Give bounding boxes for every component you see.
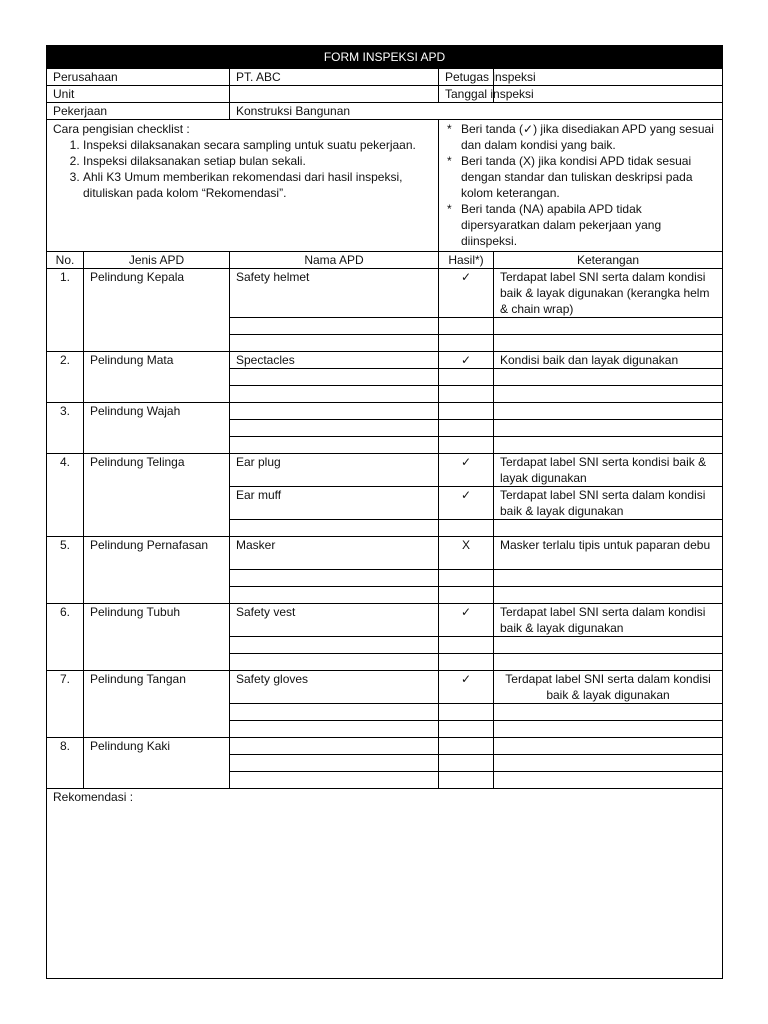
item-jenis: Pelindung Kepala — [84, 269, 230, 352]
form-title: FORM INSPEKSI APD — [47, 46, 723, 69]
empty-cell[interactable] — [439, 637, 494, 654]
col-no: No. — [47, 252, 84, 269]
empty-cell[interactable] — [494, 755, 723, 772]
item-nama[interactable]: Safety helmet — [230, 269, 439, 318]
empty-cell[interactable] — [494, 403, 723, 420]
col-keterangan: Keterangan — [494, 252, 723, 269]
empty-cell[interactable] — [439, 704, 494, 721]
empty-cell[interactable] — [494, 420, 723, 437]
empty-cell[interactable] — [439, 386, 494, 403]
table-row — [47, 454, 723, 487]
item-no: 7. — [47, 671, 84, 738]
item-keterangan[interactable]: Terdapat label SNI serta kondisi baik & layak digunakan — [494, 454, 723, 487]
item-keterangan[interactable]: Terdapat label SNI serta dalam kondisi baik & layak digunakan — [494, 487, 723, 520]
empty-cell[interactable] — [494, 570, 723, 587]
empty-cell[interactable] — [494, 587, 723, 604]
empty-cell[interactable] — [439, 587, 494, 604]
empty-cell[interactable] — [494, 318, 723, 335]
empty-cell[interactable] — [494, 654, 723, 671]
col-nama: Nama APD — [230, 252, 439, 269]
notes-list — [445, 121, 716, 249]
empty-cell[interactable] — [494, 520, 723, 537]
instruction-note: * Beri tanda (NA) apabila APD tidak dipersyaratkan dalam pekerjaan yang diinspeksi. — [461, 201, 716, 249]
empty-cell[interactable] — [439, 738, 494, 755]
item-nama[interactable]: Safety vest — [230, 604, 439, 637]
item-jenis: Pelindung Tubuh — [84, 604, 230, 671]
company-value[interactable]: PT. ABC — [230, 69, 439, 86]
instructions-steps — [47, 120, 439, 252]
item-no: 5. — [47, 537, 84, 604]
recommendation-field[interactable] — [47, 789, 723, 979]
item-no: 3. — [47, 403, 84, 454]
item-no: 4. — [47, 454, 84, 537]
job-value[interactable]: Konstruksi Bangunan — [230, 103, 723, 120]
instruction-note: * Beri tanda (✓) jika disediakan APD yang sesuai dan dalam kondisi yang baik. — [461, 121, 716, 153]
item-jenis: Pelindung Telinga — [84, 454, 230, 537]
item-keterangan[interactable]: Kondisi baik dan layak digunakan — [494, 352, 723, 369]
unit-label: Unit — [47, 86, 230, 103]
empty-cell[interactable] — [230, 587, 439, 604]
item-no: 8. — [47, 738, 84, 789]
empty-cell[interactable] — [230, 704, 439, 721]
item-jenis: Pelindung Kaki — [84, 738, 230, 789]
company-label: Perusahaan — [47, 69, 230, 86]
table-row — [47, 537, 723, 570]
table-row — [47, 738, 723, 755]
empty-cell[interactable] — [230, 403, 439, 420]
item-hasil[interactable]: ✓ — [439, 671, 494, 704]
item-hasil[interactable]: ✓ — [439, 604, 494, 637]
empty-cell[interactable] — [230, 721, 439, 738]
item-hasil[interactable]: ✓ — [439, 269, 494, 318]
table-row — [47, 604, 723, 637]
item-hasil[interactable]: ✓ — [439, 352, 494, 369]
empty-cell[interactable] — [439, 403, 494, 420]
job-label: Pekerjaan — [47, 103, 230, 120]
empty-cell[interactable] — [439, 520, 494, 537]
empty-cell[interactable] — [230, 318, 439, 335]
item-nama[interactable]: Spectacles — [230, 352, 439, 369]
empty-cell[interactable] — [439, 654, 494, 671]
empty-cell[interactable] — [230, 386, 439, 403]
empty-cell[interactable] — [230, 738, 439, 755]
table-row — [47, 352, 723, 369]
item-nama[interactable]: Ear plug — [230, 454, 439, 487]
item-no: 1. — [47, 269, 84, 352]
empty-cell[interactable] — [439, 420, 494, 437]
item-no: 2. — [47, 352, 84, 403]
empty-cell[interactable] — [439, 755, 494, 772]
date-label: Tanggal inspeksi — [439, 86, 494, 103]
item-nama[interactable]: Ear muff — [230, 487, 439, 520]
col-jenis: Jenis APD — [84, 252, 230, 269]
empty-cell[interactable] — [494, 369, 723, 386]
item-nama[interactable]: Masker — [230, 537, 439, 570]
table-row — [47, 403, 723, 420]
empty-cell[interactable] — [494, 637, 723, 654]
empty-cell[interactable] — [230, 335, 439, 352]
table-row — [47, 671, 723, 704]
empty-cell[interactable] — [439, 437, 494, 454]
empty-cell[interactable] — [230, 437, 439, 454]
instructions-title: Cara pengisian checklist : — [53, 122, 190, 136]
empty-cell[interactable] — [494, 772, 723, 789]
item-keterangan[interactable]: Terdapat label SNI serta dalam kondisi baik & layak digunakan (kerangka helm & chain wrap) — [494, 269, 723, 318]
item-no: 6. — [47, 604, 84, 671]
empty-cell[interactable] — [439, 369, 494, 386]
empty-cell[interactable] — [494, 386, 723, 403]
instruction-step: 2. Inspeksi dilaksanakan setiap bulan sekali. — [83, 153, 432, 169]
empty-cell[interactable] — [494, 738, 723, 755]
empty-cell[interactable] — [230, 772, 439, 789]
inspector-label: Petugas inspeksi — [439, 69, 494, 86]
instruction-step: 1. Inspeksi dilaksanakan secara sampling untuk suatu pekerjaan. — [83, 137, 432, 153]
empty-cell[interactable] — [230, 570, 439, 587]
item-jenis: Pelindung Pernafasan — [84, 537, 230, 604]
item-jenis: Pelindung Tangan — [84, 671, 230, 738]
item-nama[interactable]: Safety gloves — [230, 671, 439, 704]
instruction-step: 3. Ahli K3 Umum memberikan rekomendasi dari hasil inspeksi, dituliskan pada kolom “Rekomendasi”. — [83, 169, 432, 201]
empty-cell[interactable] — [230, 755, 439, 772]
empty-cell[interactable] — [230, 520, 439, 537]
col-hasil: Hasil*) — [439, 252, 494, 269]
item-keterangan[interactable]: Terdapat label SNI serta dalam kondisi baik & layak digunakan — [494, 604, 723, 637]
item-hasil[interactable]: ✓ — [439, 454, 494, 487]
item-hasil[interactable]: X — [439, 537, 494, 570]
item-hasil[interactable]: ✓ — [439, 487, 494, 520]
empty-cell[interactable] — [494, 704, 723, 721]
empty-cell[interactable] — [494, 721, 723, 738]
empty-cell[interactable] — [230, 637, 439, 654]
item-keterangan[interactable]: Masker terlalu tipis untuk paparan debu — [494, 537, 723, 570]
item-jenis: Pelindung Wajah — [84, 403, 230, 454]
empty-cell[interactable] — [230, 420, 439, 437]
recommendation-label: Rekomendasi : — [53, 790, 134, 804]
item-keterangan[interactable]: Terdapat label SNI serta dalam kondisi baik & layak digunakan — [494, 671, 723, 704]
empty-cell[interactable] — [439, 318, 494, 335]
instruction-note: * Beri tanda (X) jika kondisi APD tidak sesuai dengan standar dan tuliskan deskripsi pada kolom keterangan. — [461, 153, 716, 201]
empty-cell[interactable] — [230, 369, 439, 386]
table-row — [47, 269, 723, 318]
empty-cell[interactable] — [230, 654, 439, 671]
empty-cell[interactable] — [494, 335, 723, 352]
empty-cell[interactable] — [439, 570, 494, 587]
instructions-notes — [439, 120, 723, 252]
apd-inspection-form — [46, 45, 722, 979]
empty-cell[interactable] — [439, 335, 494, 352]
instructions-list — [53, 137, 432, 201]
item-jenis: Pelindung Mata — [84, 352, 230, 403]
inspection-table — [46, 45, 723, 979]
empty-cell[interactable] — [494, 437, 723, 454]
empty-cell[interactable] — [439, 721, 494, 738]
empty-cell[interactable] — [439, 772, 494, 789]
unit-value[interactable] — [230, 86, 439, 103]
